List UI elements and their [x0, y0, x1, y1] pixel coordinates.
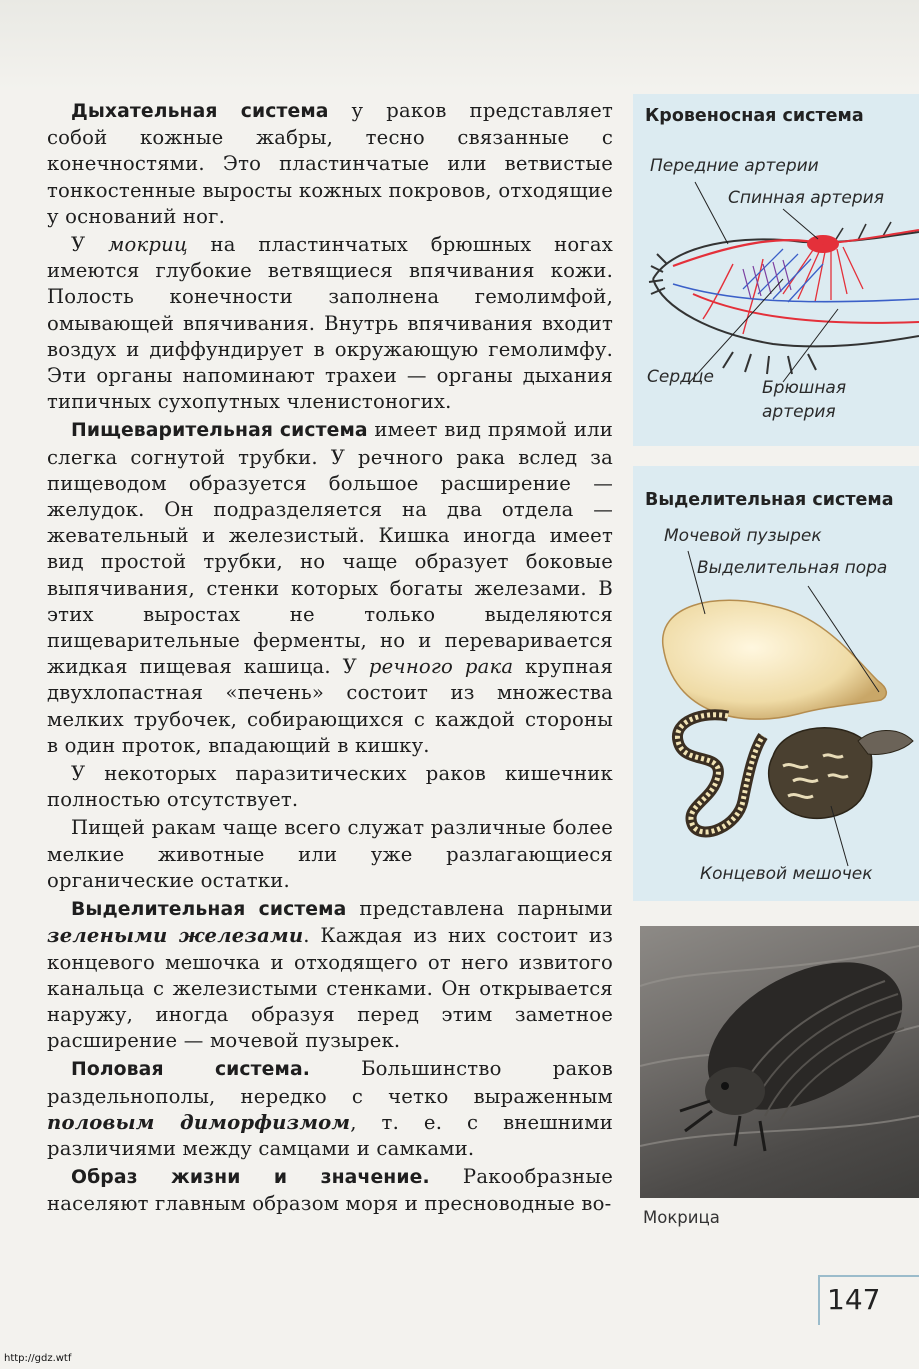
paragraph-text: Большинство раков раздельнополы, нередко с четко выраженным	[47, 1057, 613, 1108]
panel-excretory	[633, 466, 919, 901]
paragraph-text: Ракообразные населяют главным образом моря и пресноводные во-	[47, 1165, 613, 1216]
paragraph-text: . Каждая из них состоит из концевого мешочка и отходящего от него извитого канальца с железистыми стенками. Он открывается наружу, иногда образуя перед этим заметное расширение — мочевой пузырек.	[47, 924, 613, 1053]
watermark: http://gdz.wtf	[4, 1353, 72, 1364]
panel-circulatory	[633, 94, 919, 446]
paragraph-text: У	[71, 233, 109, 257]
woodlouse-photo	[640, 926, 919, 1198]
label-ventral-artery: артерия	[762, 402, 836, 422]
page-number: 147	[827, 1283, 881, 1316]
paragraph-text: , т. е. с внешними различиями между самцами и самками.	[47, 1110, 613, 1160]
paragraph-digestive	[47, 417, 613, 759]
paragraph-reproductive	[47, 1056, 613, 1162]
main-text-column	[47, 98, 613, 1218]
paragraph-woodlice	[47, 232, 613, 415]
heading-reproductive: Половая система.	[71, 1059, 310, 1081]
paragraph-lifestyle	[47, 1164, 613, 1217]
woodlouse-illustration	[640, 926, 919, 1198]
paragraph-text: имеет вид прямой или слегка согнутой трубки. У речного рака вслед за пищеводом образуется большое расширение — желудок. Он подразделяется на два отдела — жевательный и железистый. Кишка иногда имеет вид простой трубки, но чаще образует боковые выпячивания, стенки которых богаты железами. В этих выростах не только выделяются пищеварительные ферменты, но и переваривается жидкая пищевая кашица. У	[47, 418, 613, 679]
paragraph-excretory	[47, 896, 613, 1054]
label-urinary-bladder: Мочевой пузырек	[664, 526, 822, 546]
panel-title-circulatory: Кровеносная система	[645, 106, 864, 126]
paragraph-text: крупная двухлопастная «печень» состоит из множества мелких трубочек, собирающихся с каждой стороны в один проток, впадающий в кишку.	[47, 655, 614, 757]
paragraph-respiratory	[47, 98, 613, 230]
paragraph-text: у раков представляет собой кожные жабры, тесно связанные с конечностями. Это пластинчатые или ветвистые тонкостенные выросты кожных покровов, отходящие у оснований ног.	[47, 99, 613, 228]
page-top-shade	[0, 0, 919, 90]
term-woodlice: мокриц	[108, 233, 188, 257]
heading-digestive: Пищеварительная система	[71, 420, 368, 442]
paragraph-text: на пластинчатых брюшных ногах имеются глубокие ветвящиеся впячивания кожи. Полость конечности заполнена гемолимфой, омывающей впячивания. Внутрь впячивания входит воздух и диффундирует в окружающую гемолимфу. Эти органы напоминают трахеи — органы дыхания типичных сухопутных членистоногих.	[47, 233, 613, 414]
panel-title-excretory: Выделительная система	[645, 490, 894, 510]
heading-respiratory: Дыхательная система	[71, 101, 329, 122]
label-ventral: Брюшная	[762, 378, 847, 398]
label-heart: Сердце	[647, 367, 714, 387]
heading-lifestyle: Образ жизни и значение.	[71, 1167, 430, 1189]
term-green-glands: зелеными железами	[47, 924, 304, 948]
paragraph-text: представлена парными	[346, 897, 613, 921]
label-anterior-arteries: Передние артерии	[650, 156, 819, 176]
term-sexual-dimorphism: половым диморфизмом	[47, 1110, 351, 1134]
paragraph-food: Пищей ракам чаще всего служат различные более мелкие животные или уже разлагающиеся органические остатки.	[47, 816, 613, 892]
photo-caption: Мокрица	[643, 1208, 720, 1227]
term-crayfish: речного рака	[368, 655, 514, 679]
label-dorsal-artery: Спинная артерия	[728, 188, 884, 208]
paragraph-parasites: У некоторых паразитических раков кишечник полностью отсутствует.	[47, 762, 613, 812]
label-end-sac: Концевой мешочек	[700, 864, 873, 884]
label-excretory-pore: Выделительная пора	[697, 558, 888, 578]
heading-excretory: Выделительная система	[71, 899, 347, 921]
